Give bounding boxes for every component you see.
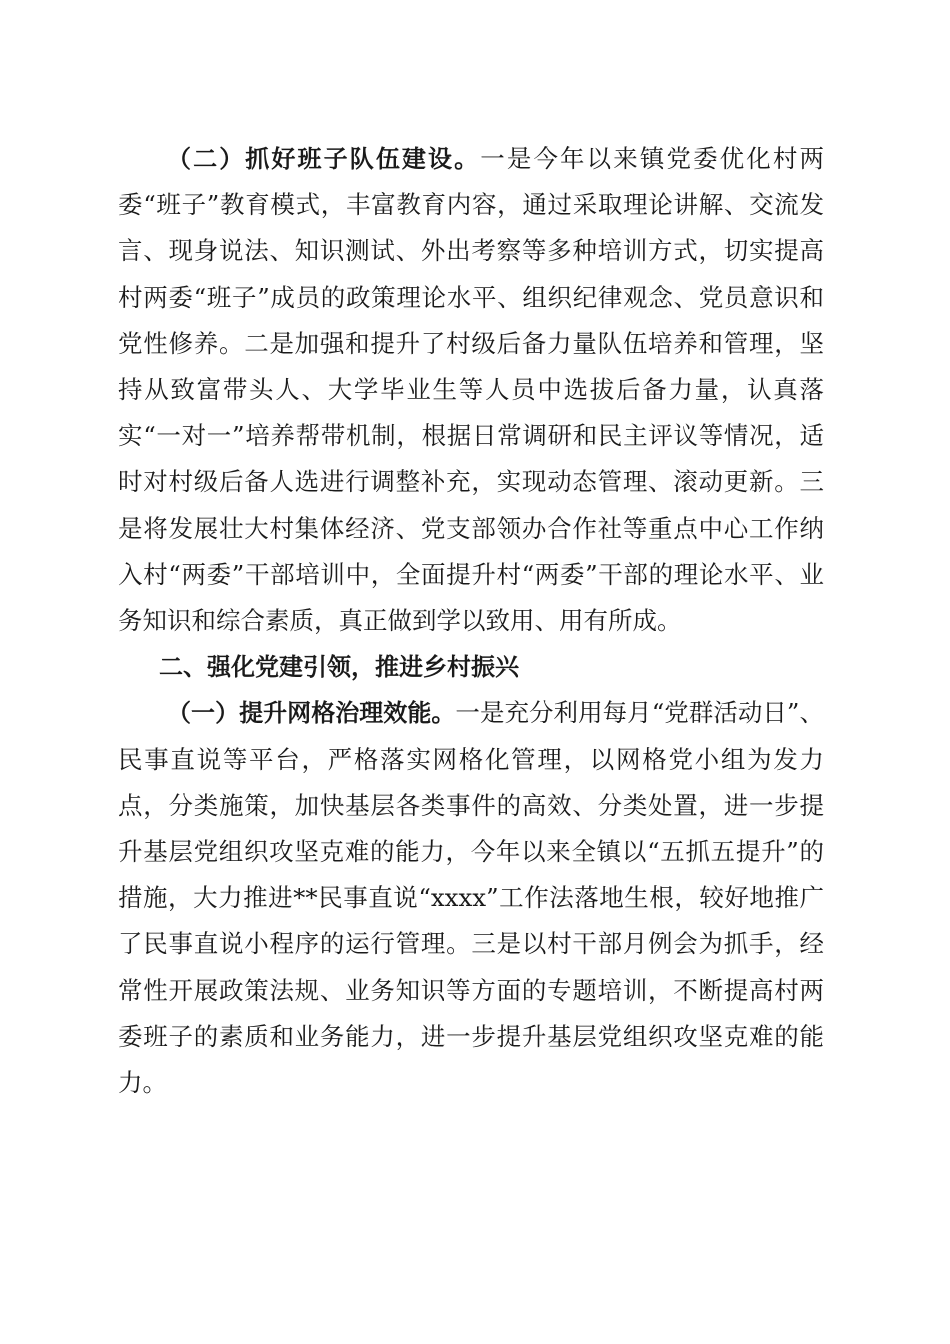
- paragraph-body-grid-governance: 一是充分利用每月“党群活动日”、民事直说等平台，严格落实网格化管理，以网格党小组为发力点，分类施策，加快基层各类事件的高效、分类处置，进一步提升基层党组织攻坚克难的能力，今年以来全镇以“五抓五提升”的措施，大力推进**民事直说“xxxx”工作法落地生根，较好地推广了民事直说小程序的运行管理。三是以村干部月例会为抓手，经常性开展政策法规、业务知识等方面的专题培训，不断提高村两委班子的素质和业务能力，进一步提升基层党组织攻坚克难的能力。: [118, 698, 824, 1098]
- paragraph-body-team-building: 一是今年以来镇党委优化村两委“班子”教育模式，丰富教育内容，通过采取理论讲解、交流发言、现身说法、知识测试、外出考察等多种培训方式，切实提高村两委“班子”成员的政策理论水平、组织纪律观念、党员意识和党性修养。二是加强和提升了村级后备力量队伍培养和管理，坚持从致富带头人、大学毕业生等人员中选拔后备力量，认真落实“一对一”培养帮带机制，根据日常调研和民主评议等情况，适时对村级后备人选进行调整补充，实现动态管理、滚动更新。三是将发展壮大村集体经济、党支部领办合作社等重点中心工作纳入村“两委”干部培训中，全面提升村“两委”干部的理论水平、业务知识和综合素质，真正做到学以致用、用有所成。: [118, 144, 824, 636]
- section-heading-rural-revitalization: 二、强化党建引领，推进乡村振兴: [159, 653, 519, 682]
- document-page: [118, 136, 824, 1106]
- paragraph-team-building: [118, 136, 824, 644]
- paragraph-lead-grid-governance: （一）提升网格治理效能。: [167, 699, 456, 728]
- paragraph-grid-governance: [118, 690, 824, 1106]
- paragraph-lead-team-building: （二）抓好班子队伍建设。: [167, 145, 481, 173]
